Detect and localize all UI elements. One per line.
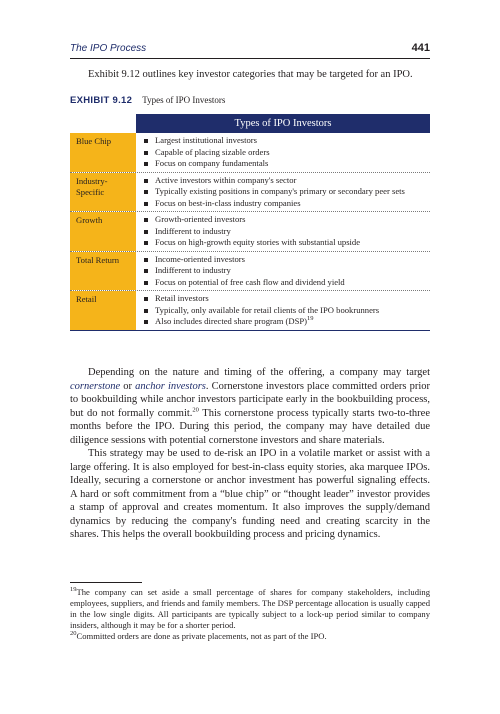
footnote-text: The company can set aside a small percentage of shares for company stakeholders, including employees, suppliers, and friends and family members. The DSP percentage allocation is usually capped in the low single digits. All participants are typically subject to a lock-up period similar to company insiders, although it may be for a shorter period.: [70, 587, 430, 630]
footnote-ref: 20: [192, 406, 199, 413]
term-anchor-investors: anchor investors: [135, 380, 206, 392]
bullet-item: Active investors within company's sector: [144, 175, 430, 187]
bullet-item: Typically, only available for retail clients of the IPO bookrunners: [144, 305, 430, 317]
text-run: . Cornerstone investors place committed orders prior to bookbuilding while anchor investors participate early in the bookbuilding process, but do not formally commit.: [70, 380, 430, 419]
row-category: Retail: [70, 291, 136, 330]
row-category: Growth: [70, 212, 136, 251]
bullet-text: Also includes directed share program (DSP): [155, 316, 308, 326]
intro-paragraph: Exhibit 9.12 outlines key investor categories that may be targeted for an IPO.: [88, 69, 413, 80]
row-bullets: [136, 173, 430, 212]
bullet-item: Capable of placing sizable orders: [144, 147, 430, 159]
term-cornerstone: cornerstone: [70, 380, 121, 392]
footnote-ref: 19: [307, 315, 314, 323]
table-row: [70, 173, 430, 213]
bullet-item: Growth-oriented investors: [144, 214, 430, 226]
exhibit-caption: [70, 94, 430, 107]
body-paragraph: [70, 366, 430, 447]
table-row: [70, 133, 430, 173]
page-number: 441: [411, 42, 430, 54]
bullet-item: Focus on best-in-class industry companies: [144, 198, 430, 210]
investor-types-table: [70, 114, 430, 331]
running-header: [70, 43, 430, 57]
row-category: Industry-Specific: [70, 173, 136, 212]
header-rule: [70, 58, 430, 59]
table-header: Types of IPO Investors: [136, 114, 430, 133]
exhibit-number: EXHIBIT 9.12: [70, 95, 133, 106]
running-header-title: The IPO Process: [70, 43, 147, 54]
text-run: This cornerstone process typically starts two-to-three months before the IPO. During this period, the company may have detailed due diligence sessions with potential cornerstone investors and share materials.: [70, 407, 430, 446]
row-bullets: [136, 252, 430, 291]
footnote: [70, 631, 430, 642]
row-bullets: [136, 212, 430, 251]
footnote-number: 19: [70, 586, 77, 594]
table-row: [70, 212, 430, 252]
footnote-text: Committed orders are done as private placements, not as part of the IPO.: [76, 631, 327, 641]
footnote: [70, 587, 430, 631]
table-row: [70, 291, 430, 331]
bullet-item: Retail investors: [144, 293, 430, 305]
bullet-item: Typically existing positions in company's primary or secondary peer sets: [144, 186, 430, 198]
bullet-item: Indifferent to industry: [144, 265, 430, 277]
footnote-rule: [70, 582, 142, 583]
bullet-item: Focus on high-growth equity stories with substantial upside: [144, 237, 430, 249]
bullet-item: Focus on company fundamentals: [144, 158, 430, 170]
bullet-item: Largest institutional investors: [144, 135, 430, 147]
exhibit-title: Types of IPO Investors: [142, 95, 226, 105]
text-run: Depending on the nature and timing of the offering, a company may target: [88, 367, 430, 378]
row-category: Total Return: [70, 252, 136, 291]
body-paragraph: This strategy may be used to de-risk an IPO in a volatile market or assist with a large offering. It is also employed for best-in-class equity stories, aka marquee IPOs. Ideally, securing a cornerstone or anchor investment has powerful signaling effects. A hard or soft commitment from a “blue chip” or “thought leader” investor provides a stamp of approval and creates momentum. It also improves the supply/demand dynamics by reducing the company's funding need and creating scarcity in the shares. This helps the overall bookbuilding process and pricing dynamics.: [70, 448, 430, 540]
body-text: [70, 366, 430, 542]
row-category: Blue Chip: [70, 133, 136, 172]
row-bullets: [136, 133, 430, 172]
bullet-item: Income-oriented investors: [144, 254, 430, 266]
bullet-item: Indifferent to industry: [144, 226, 430, 238]
table-row: [70, 252, 430, 292]
bullet-item: Focus on potential of free cash flow and dividend yield: [144, 277, 430, 289]
row-bullets: [136, 291, 430, 330]
footnote-number: 20: [70, 630, 77, 638]
bullet-item: [144, 316, 430, 328]
footnotes: [70, 587, 430, 642]
text-run: or: [120, 380, 136, 392]
